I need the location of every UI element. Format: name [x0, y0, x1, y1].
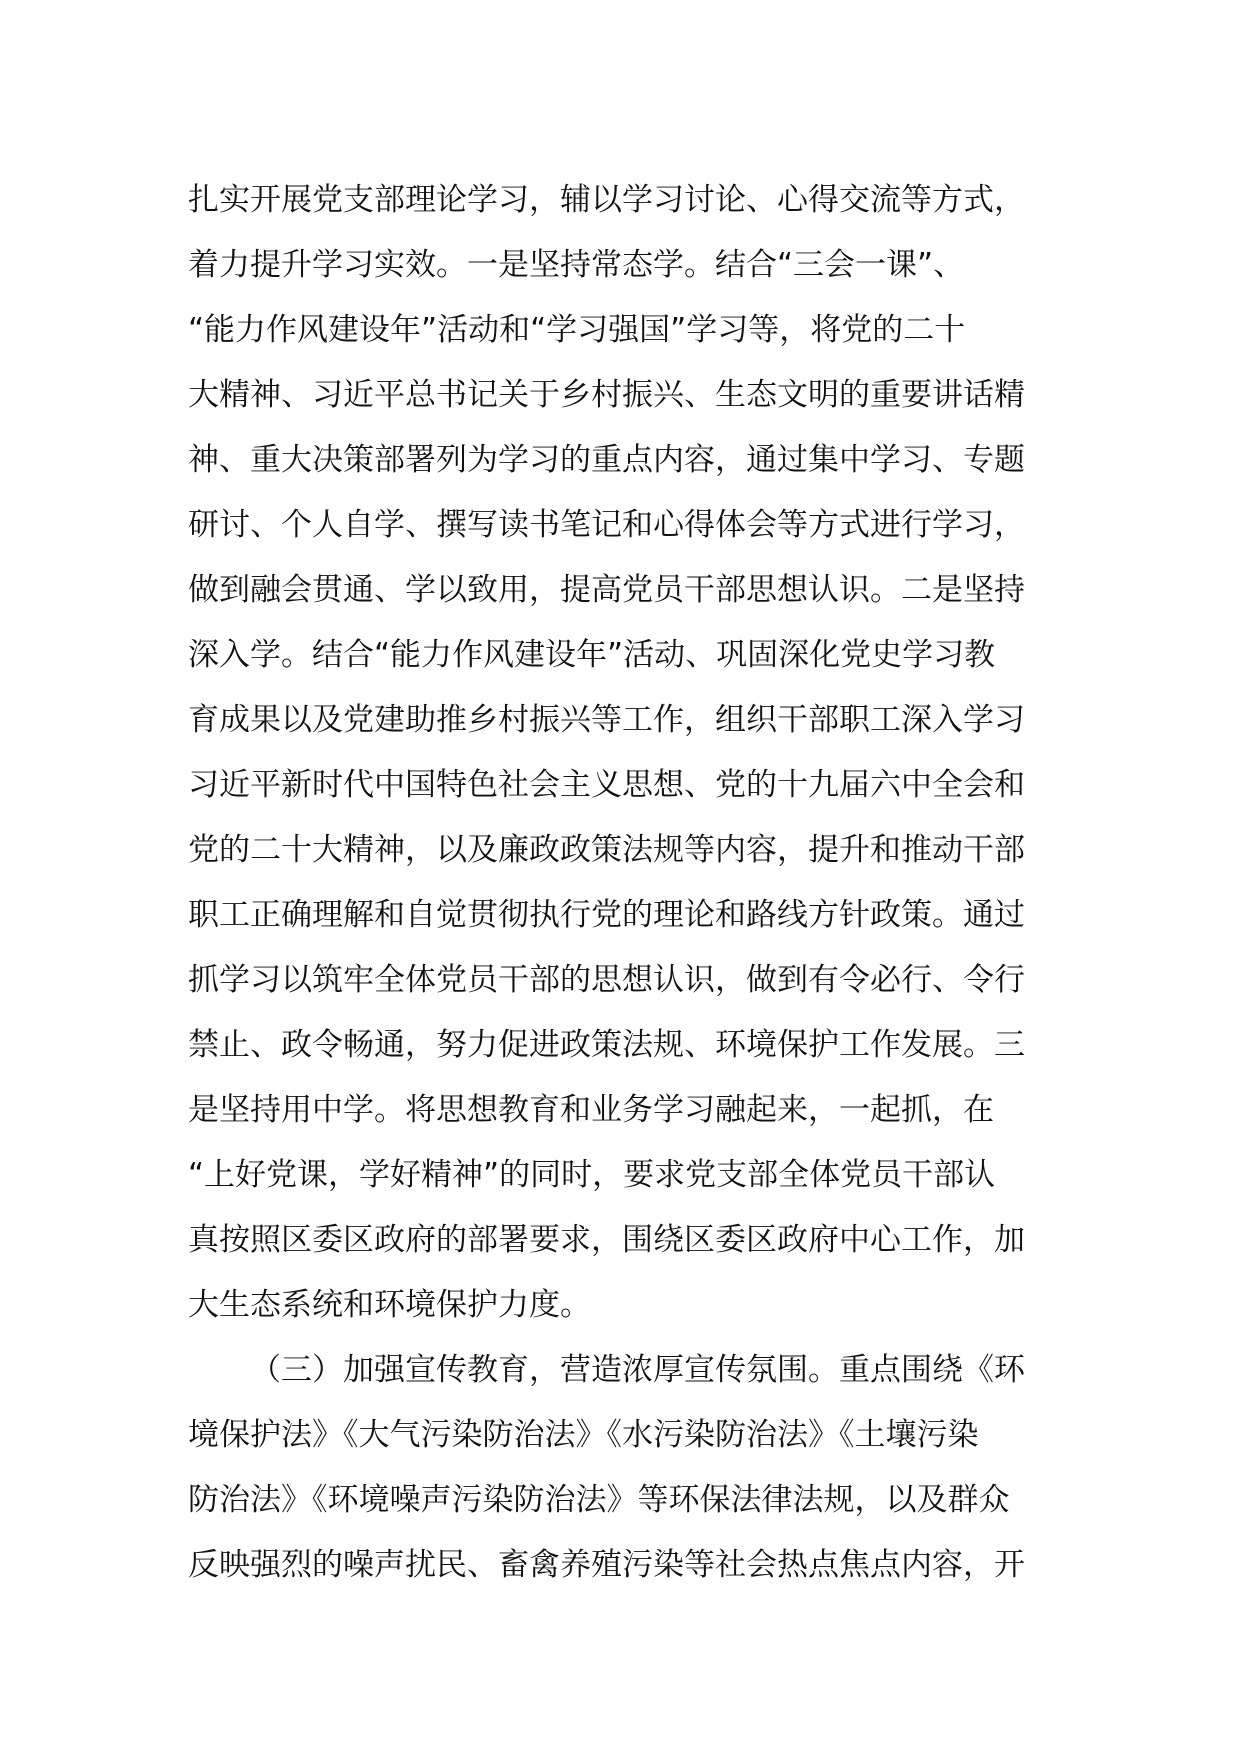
- text-line: 职工正确理解和自觉贯彻执行党的理论和路线方针政策。通过: [188, 897, 1025, 933]
- text-line: 是坚持用中学。将思想教育和业务学习融起来，一起抓，在: [188, 1092, 994, 1128]
- text-line: “上好党课，学好精神”的同时，要求党支部全体党员干部认: [188, 1157, 996, 1193]
- text-line: 抓学习以筑牢全体党员干部的思想认识，做到有令必行、令行: [188, 962, 1025, 998]
- text-line: 反映强烈的噪声扰民、畜禽养殖污染等社会热点焦点内容，开: [188, 1547, 1025, 1583]
- text-line: 防治法》《环境噪声污染防治法》等环保法律法规，以及群众: [188, 1482, 1010, 1518]
- section-heading-line: （三）加强宣传教育，营造浓厚宣传氛围。重点围绕《环: [250, 1352, 1025, 1388]
- text-line: 境保护法》《大气污染防治法》《水污染防治法》《土壤污染: [188, 1417, 979, 1453]
- text-line: 真按照区委区政府的部署要求，围绕区委区政府中心工作，加: [188, 1222, 1025, 1258]
- text-line: 着力提升学习实效。一是坚持常态学。结合“三会一课”、: [188, 247, 965, 283]
- text-line: 习近平新时代中国特色社会主义思想、党的十九届六中全会和: [188, 767, 1025, 803]
- text-line: 扎实开展党支部理论学习，辅以学习讨论、心得交流等方式，: [188, 182, 1025, 218]
- text-line: 研讨、个人自学、撰写读书笔记和心得体会等方式进行学习，: [188, 507, 1025, 543]
- text-line: “能力作风建设年”活动和“学习强国”学习等，将党的二十: [188, 312, 966, 348]
- text-line: 神、重大决策部署列为学习的重点内容，通过集中学习、专题: [188, 442, 1025, 478]
- text-line: 大生态系统和环境保护力度。: [188, 1287, 591, 1323]
- text-line: 禁止、政令畅通，努力促进政策法规、环境保护工作发展。三: [188, 1027, 1025, 1063]
- text-line: 育成果以及党建助推乡村振兴等工作，组织干部职工深入学习: [188, 702, 1025, 738]
- text-line: 大精神、习近平总书记关于乡村振兴、生态文明的重要讲话精: [188, 377, 1025, 413]
- text-line: 深入学。结合“能力作风建设年”活动、巩固深化党史学习教: [188, 637, 996, 673]
- text-line: 党的二十大精神，以及廉政政策法规等内容，提升和推动干部: [188, 832, 1025, 868]
- text-line: 做到融会贯通、学以致用，提高党员干部思想认识。二是坚持: [188, 572, 1025, 608]
- body-text: [188, 168, 1068, 1598]
